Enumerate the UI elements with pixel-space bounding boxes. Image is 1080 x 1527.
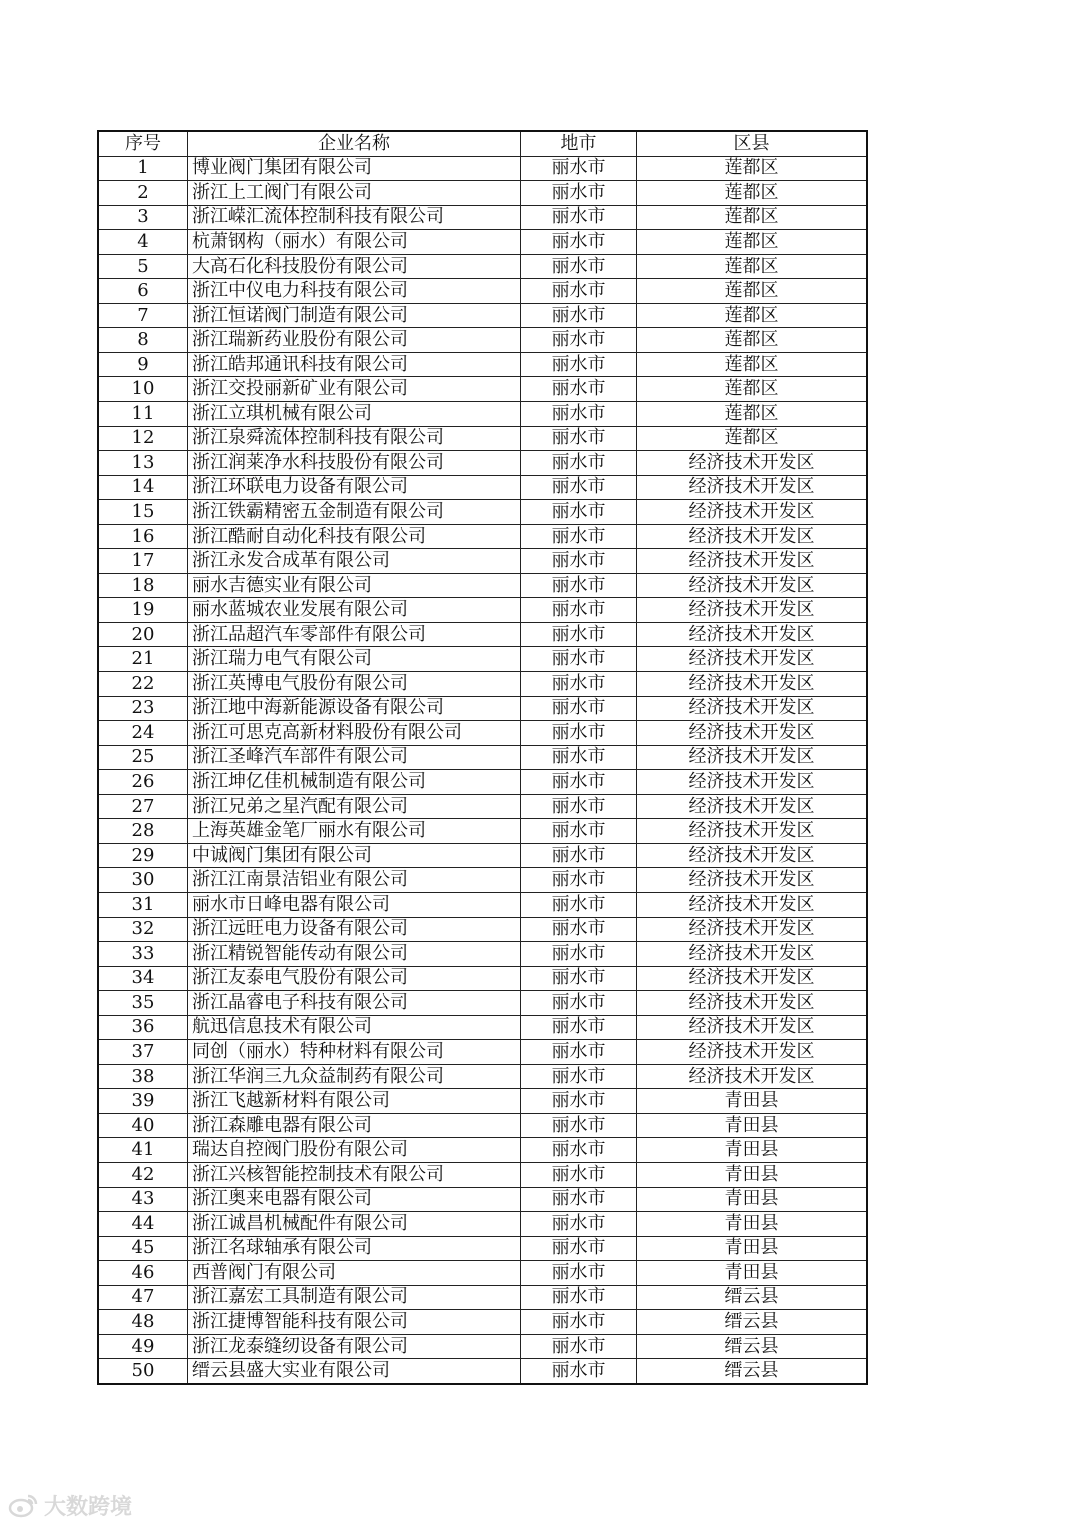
cell-district: 经济技术开发区 — [637, 991, 868, 1016]
cell-city: 丽水市 — [521, 647, 637, 672]
header-district: 区县 — [637, 131, 868, 156]
cell-city: 丽水市 — [521, 1359, 637, 1384]
cell-city: 丽水市 — [521, 500, 637, 525]
cell-district: 经济技术开发区 — [637, 622, 868, 647]
header-seq: 序号 — [98, 131, 188, 156]
cell-company-name: 浙江名球轴承有限公司 — [188, 1236, 521, 1261]
cell-city: 丽水市 — [521, 1310, 637, 1335]
table-row — [98, 647, 867, 672]
cell-seq: 12 — [98, 426, 188, 451]
cell-district: 经济技术开发区 — [637, 573, 868, 598]
table-row — [98, 892, 867, 917]
cell-seq: 27 — [98, 794, 188, 819]
cell-company-name: 浙江飞越新材料有限公司 — [188, 1089, 521, 1114]
cell-district: 青田县 — [637, 1089, 868, 1114]
cell-city: 丽水市 — [521, 794, 637, 819]
cell-company-name: 浙江奥来电器有限公司 — [188, 1187, 521, 1212]
table-row — [98, 770, 867, 795]
cell-city: 丽水市 — [521, 1040, 637, 1065]
cell-company-name: 浙江可思克高新材料股份有限公司 — [188, 721, 521, 746]
cell-seq: 50 — [98, 1359, 188, 1384]
table-row — [98, 843, 867, 868]
cell-company-name: 浙江交投丽新矿业有限公司 — [188, 377, 521, 402]
cell-district: 经济技术开发区 — [637, 500, 868, 525]
cell-district: 缙云县 — [637, 1285, 868, 1310]
cell-company-name: 浙江泉舜流体控制科技有限公司 — [188, 426, 521, 451]
cell-company-name: 丽水蓝城农业发展有限公司 — [188, 598, 521, 623]
cell-seq: 28 — [98, 819, 188, 844]
table-header-row — [98, 131, 867, 156]
cell-company-name: 浙江龙泰缝纫设备有限公司 — [188, 1334, 521, 1359]
cell-city: 丽水市 — [521, 1138, 637, 1163]
cell-city: 丽水市 — [521, 721, 637, 746]
cell-district: 经济技术开发区 — [637, 966, 868, 991]
cell-seq: 44 — [98, 1212, 188, 1237]
cell-company-name: 同创（丽水）特种材料有限公司 — [188, 1040, 521, 1065]
cell-seq: 25 — [98, 745, 188, 770]
table-row — [98, 745, 867, 770]
table-row — [98, 721, 867, 746]
cell-city: 丽水市 — [521, 475, 637, 500]
cell-district: 经济技术开发区 — [637, 696, 868, 721]
cell-district: 经济技术开发区 — [637, 721, 868, 746]
cell-district: 经济技术开发区 — [637, 868, 868, 893]
cell-district: 经济技术开发区 — [637, 745, 868, 770]
cell-company-name: 浙江友泰电气股份有限公司 — [188, 966, 521, 991]
cell-district: 经济技术开发区 — [637, 942, 868, 967]
cell-district: 青田县 — [637, 1162, 868, 1187]
cell-company-name: 浙江兄弟之星汽配有限公司 — [188, 794, 521, 819]
cell-district: 缙云县 — [637, 1359, 868, 1384]
cell-company-name: 浙江华润三九众益制药有限公司 — [188, 1064, 521, 1089]
cell-district: 莲都区 — [637, 279, 868, 304]
table-row — [98, 352, 867, 377]
cell-district: 经济技术开发区 — [637, 549, 868, 574]
cell-seq: 5 — [98, 254, 188, 279]
cell-district: 莲都区 — [637, 230, 868, 255]
cell-company-name: 浙江晶睿电子科技有限公司 — [188, 991, 521, 1016]
cell-city: 丽水市 — [521, 524, 637, 549]
cell-district: 莲都区 — [637, 303, 868, 328]
table-row — [98, 794, 867, 819]
cell-seq: 3 — [98, 205, 188, 230]
cell-seq: 32 — [98, 917, 188, 942]
cell-seq: 40 — [98, 1113, 188, 1138]
table-row — [98, 991, 867, 1016]
cell-district: 经济技术开发区 — [637, 1040, 868, 1065]
cell-seq: 36 — [98, 1015, 188, 1040]
cell-city: 丽水市 — [521, 1162, 637, 1187]
table-row — [98, 328, 867, 353]
cell-city: 丽水市 — [521, 696, 637, 721]
table-row — [98, 1113, 867, 1138]
table-row — [98, 1212, 867, 1237]
cell-seq: 29 — [98, 843, 188, 868]
cell-seq: 14 — [98, 475, 188, 500]
cell-district: 经济技术开发区 — [637, 475, 868, 500]
cell-seq: 1 — [98, 156, 188, 181]
table-row — [98, 573, 867, 598]
cell-seq: 11 — [98, 402, 188, 427]
cell-city: 丽水市 — [521, 745, 637, 770]
table-row — [98, 303, 867, 328]
cell-city: 丽水市 — [521, 868, 637, 893]
cell-seq: 10 — [98, 377, 188, 402]
cell-district: 莲都区 — [637, 352, 868, 377]
cell-company-name: 浙江酷耐自动化科技有限公司 — [188, 524, 521, 549]
cell-district: 青田县 — [637, 1138, 868, 1163]
cell-company-name: 浙江嵘汇流体控制科技有限公司 — [188, 205, 521, 230]
cell-seq: 9 — [98, 352, 188, 377]
cell-city: 丽水市 — [521, 1187, 637, 1212]
table-row — [98, 254, 867, 279]
cell-district: 莲都区 — [637, 205, 868, 230]
cell-city: 丽水市 — [521, 181, 637, 206]
cell-district: 经济技术开发区 — [637, 598, 868, 623]
cell-seq: 26 — [98, 770, 188, 795]
cell-company-name: 浙江瑞力电气有限公司 — [188, 647, 521, 672]
cell-company-name: 浙江皓邦通讯科技有限公司 — [188, 352, 521, 377]
cell-city: 丽水市 — [521, 598, 637, 623]
table-row — [98, 1261, 867, 1286]
cell-company-name: 浙江圣峰汽车部件有限公司 — [188, 745, 521, 770]
table-row — [98, 205, 867, 230]
cell-district: 经济技术开发区 — [637, 892, 868, 917]
cell-company-name: 浙江坤亿佳机械制造有限公司 — [188, 770, 521, 795]
table-row — [98, 819, 867, 844]
cell-district: 莲都区 — [637, 156, 868, 181]
cell-seq: 45 — [98, 1236, 188, 1261]
table-row — [98, 230, 867, 255]
cell-company-name: 浙江中仪电力科技有限公司 — [188, 279, 521, 304]
cell-seq: 46 — [98, 1261, 188, 1286]
enterprise-list-sheet — [97, 130, 867, 1385]
header-company-name: 企业名称 — [188, 131, 521, 156]
cell-company-name: 上海英雄金笔厂丽水有限公司 — [188, 819, 521, 844]
cell-city: 丽水市 — [521, 1015, 637, 1040]
cell-company-name: 浙江精锐智能传动有限公司 — [188, 942, 521, 967]
cell-city: 丽水市 — [521, 303, 637, 328]
cell-company-name: 浙江恒诺阀门制造有限公司 — [188, 303, 521, 328]
cell-city: 丽水市 — [521, 573, 637, 598]
table-row — [98, 917, 867, 942]
cell-district: 缙云县 — [637, 1334, 868, 1359]
cell-seq: 15 — [98, 500, 188, 525]
table-row — [98, 1334, 867, 1359]
cell-city: 丽水市 — [521, 942, 637, 967]
cell-district: 莲都区 — [637, 328, 868, 353]
cell-district: 缙云县 — [637, 1310, 868, 1335]
table-row — [98, 1040, 867, 1065]
cell-company-name: 航迅信息技术有限公司 — [188, 1015, 521, 1040]
table-row — [98, 426, 867, 451]
table-row — [98, 1236, 867, 1261]
cell-district: 经济技术开发区 — [637, 647, 868, 672]
cell-city: 丽水市 — [521, 451, 637, 476]
cell-company-name: 瑞达自控阀门股份有限公司 — [188, 1138, 521, 1163]
cell-company-name: 博业阀门集团有限公司 — [188, 156, 521, 181]
cell-company-name: 浙江远旺电力设备有限公司 — [188, 917, 521, 942]
cell-city: 丽水市 — [521, 328, 637, 353]
cell-city: 丽水市 — [521, 377, 637, 402]
table-row — [98, 1162, 867, 1187]
cell-company-name: 丽水市日峰电器有限公司 — [188, 892, 521, 917]
cell-city: 丽水市 — [521, 1064, 637, 1089]
table-row — [98, 672, 867, 697]
table-row — [98, 1285, 867, 1310]
cell-district: 经济技术开发区 — [637, 524, 868, 549]
cell-city: 丽水市 — [521, 622, 637, 647]
cell-seq: 30 — [98, 868, 188, 893]
cell-seq: 43 — [98, 1187, 188, 1212]
cell-seq: 33 — [98, 942, 188, 967]
table-row — [98, 475, 867, 500]
cell-seq: 13 — [98, 451, 188, 476]
cell-city: 丽水市 — [521, 1212, 637, 1237]
cell-seq: 48 — [98, 1310, 188, 1335]
cell-district: 经济技术开发区 — [637, 843, 868, 868]
table-row — [98, 377, 867, 402]
cell-seq: 34 — [98, 966, 188, 991]
table-row — [98, 549, 867, 574]
cell-seq: 39 — [98, 1089, 188, 1114]
cell-seq: 2 — [98, 181, 188, 206]
table-row — [98, 696, 867, 721]
cell-city: 丽水市 — [521, 672, 637, 697]
cell-seq: 8 — [98, 328, 188, 353]
watermark — [8, 1491, 132, 1519]
table-row — [98, 942, 867, 967]
table-row — [98, 279, 867, 304]
cell-company-name: 浙江环联电力设备有限公司 — [188, 475, 521, 500]
cell-district: 经济技术开发区 — [637, 819, 868, 844]
cell-city: 丽水市 — [521, 279, 637, 304]
cell-city: 丽水市 — [521, 426, 637, 451]
cell-seq: 37 — [98, 1040, 188, 1065]
cell-city: 丽水市 — [521, 966, 637, 991]
cell-city: 丽水市 — [521, 917, 637, 942]
cell-company-name: 浙江兴核智能控制技术有限公司 — [188, 1162, 521, 1187]
cell-seq: 20 — [98, 622, 188, 647]
table-row — [98, 622, 867, 647]
cell-seq: 16 — [98, 524, 188, 549]
table-body — [98, 156, 867, 1384]
cell-company-name: 缙云县盛大实业有限公司 — [188, 1359, 521, 1384]
cell-company-name: 浙江英博电气股份有限公司 — [188, 672, 521, 697]
cell-company-name: 浙江森雕电器有限公司 — [188, 1113, 521, 1138]
cell-company-name: 浙江瑞新药业股份有限公司 — [188, 328, 521, 353]
cell-city: 丽水市 — [521, 1236, 637, 1261]
cell-seq: 47 — [98, 1285, 188, 1310]
cell-city: 丽水市 — [521, 1334, 637, 1359]
cell-city: 丽水市 — [521, 230, 637, 255]
cell-district: 经济技术开发区 — [637, 672, 868, 697]
cell-city: 丽水市 — [521, 1113, 637, 1138]
cell-company-name: 浙江嘉宏工具制造有限公司 — [188, 1285, 521, 1310]
cell-company-name: 浙江诚昌机械配件有限公司 — [188, 1212, 521, 1237]
cell-city: 丽水市 — [521, 819, 637, 844]
cell-company-name: 中诚阀门集团有限公司 — [188, 843, 521, 868]
cell-seq: 41 — [98, 1138, 188, 1163]
cell-seq: 24 — [98, 721, 188, 746]
cell-district: 莲都区 — [637, 402, 868, 427]
cell-company-name: 浙江永发合成革有限公司 — [188, 549, 521, 574]
cell-city: 丽水市 — [521, 156, 637, 181]
table-row — [98, 181, 867, 206]
table-row — [98, 451, 867, 476]
cell-city: 丽水市 — [521, 402, 637, 427]
cell-city: 丽水市 — [521, 1261, 637, 1286]
cell-district: 青田县 — [637, 1261, 868, 1286]
table-row — [98, 524, 867, 549]
table-row — [98, 1138, 867, 1163]
table-row — [98, 966, 867, 991]
cell-district: 经济技术开发区 — [637, 770, 868, 795]
cell-company-name: 大高石化科技股份有限公司 — [188, 254, 521, 279]
cell-city: 丽水市 — [521, 254, 637, 279]
cell-seq: 6 — [98, 279, 188, 304]
cell-district: 经济技术开发区 — [637, 917, 868, 942]
table-row — [98, 1359, 867, 1384]
cell-seq: 23 — [98, 696, 188, 721]
cell-district: 青田县 — [637, 1212, 868, 1237]
cell-district: 青田县 — [637, 1236, 868, 1261]
cell-district: 经济技术开发区 — [637, 1064, 868, 1089]
cell-city: 丽水市 — [521, 1285, 637, 1310]
cell-company-name: 浙江上工阀门有限公司 — [188, 181, 521, 206]
cell-seq: 49 — [98, 1334, 188, 1359]
cell-city: 丽水市 — [521, 770, 637, 795]
table-row — [98, 1015, 867, 1040]
cell-city: 丽水市 — [521, 892, 637, 917]
cell-company-name: 西普阀门有限公司 — [188, 1261, 521, 1286]
cell-company-name: 浙江地中海新能源设备有限公司 — [188, 696, 521, 721]
cell-seq: 21 — [98, 647, 188, 672]
table-row — [98, 500, 867, 525]
cell-district: 青田县 — [637, 1187, 868, 1212]
cell-district: 经济技术开发区 — [637, 451, 868, 476]
cell-company-name: 浙江江南景洁铝业有限公司 — [188, 868, 521, 893]
cell-district: 莲都区 — [637, 377, 868, 402]
cell-company-name: 浙江立琪机械有限公司 — [188, 402, 521, 427]
cell-seq: 18 — [98, 573, 188, 598]
cell-seq: 17 — [98, 549, 188, 574]
cell-city: 丽水市 — [521, 843, 637, 868]
cell-district: 莲都区 — [637, 181, 868, 206]
cell-company-name: 浙江品超汽车零部件有限公司 — [188, 622, 521, 647]
cell-district: 莲都区 — [637, 426, 868, 451]
cell-seq: 42 — [98, 1162, 188, 1187]
table-row — [98, 402, 867, 427]
enterprise-table — [97, 130, 868, 1385]
cell-company-name: 杭萧钢构（丽水）有限公司 — [188, 230, 521, 255]
table-row — [98, 868, 867, 893]
cell-district: 经济技术开发区 — [637, 1015, 868, 1040]
cell-company-name: 浙江润莱净水科技股份有限公司 — [188, 451, 521, 476]
cell-city: 丽水市 — [521, 991, 637, 1016]
cell-seq: 31 — [98, 892, 188, 917]
table-row — [98, 1310, 867, 1335]
cell-seq: 38 — [98, 1064, 188, 1089]
table-row — [98, 1187, 867, 1212]
watermark-text: 大数跨境 — [44, 1494, 133, 1520]
cell-district: 青田县 — [637, 1113, 868, 1138]
cell-company-name: 浙江捷博智能科技有限公司 — [188, 1310, 521, 1335]
table-row — [98, 1064, 867, 1089]
table-row — [98, 1089, 867, 1114]
cell-city: 丽水市 — [521, 1089, 637, 1114]
cell-district: 经济技术开发区 — [637, 794, 868, 819]
cell-seq: 22 — [98, 672, 188, 697]
cell-company-name: 浙江铁霸精密五金制造有限公司 — [188, 500, 521, 525]
cell-seq: 7 — [98, 303, 188, 328]
header-city: 地市 — [521, 131, 637, 156]
cell-company-name: 丽水吉德实业有限公司 — [188, 573, 521, 598]
weibo-logo-icon — [8, 1492, 40, 1518]
table-row — [98, 156, 867, 181]
cell-seq: 19 — [98, 598, 188, 623]
cell-district: 莲都区 — [637, 254, 868, 279]
cell-seq: 35 — [98, 991, 188, 1016]
cell-city: 丽水市 — [521, 352, 637, 377]
table-row — [98, 598, 867, 623]
cell-city: 丽水市 — [521, 205, 637, 230]
cell-seq: 4 — [98, 230, 188, 255]
cell-city: 丽水市 — [521, 549, 637, 574]
